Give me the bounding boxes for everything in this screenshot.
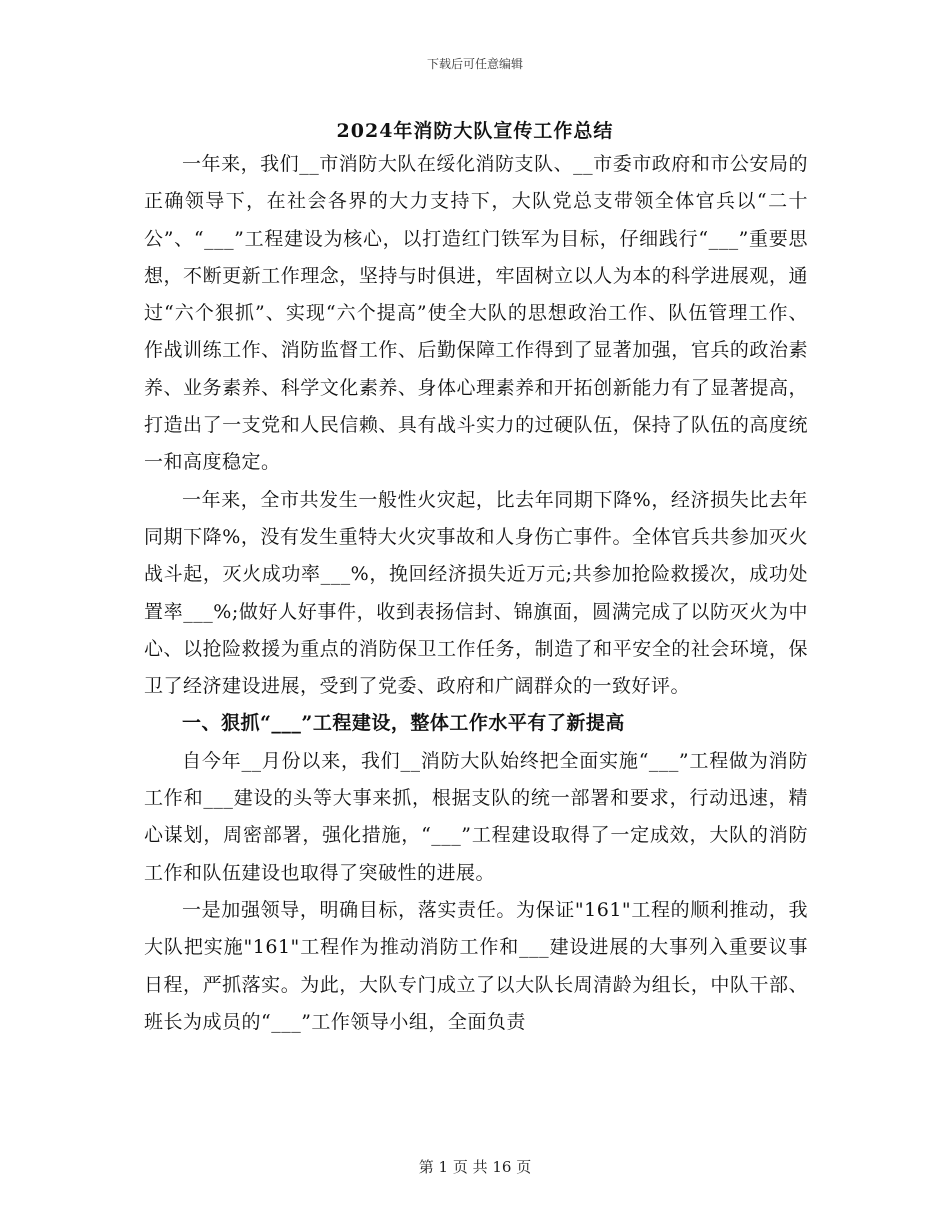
section-heading-1: 一、狠抓“___”工程建设，整体工作水平有了新提高 bbox=[182, 712, 625, 735]
paragraph-section-1-intro: 自今年__月份以来，我们__消防大队始终把全面实施“___”工程做为消防工作和___建设的头等大事来抓，根据支队的统一部署和要求，行动迅速，精心谋划，周密部署，强化措施，“___”工程建设取得了一定成效，大队的消防工作和队伍建设也取得了突破性的进展。 bbox=[144, 749, 808, 884]
header-note: 下载后可任意编辑 bbox=[426, 57, 523, 71]
document-title: 2024年消防大队宣传工作总结 bbox=[336, 120, 614, 142]
document-body bbox=[144, 146, 808, 1041]
paragraph-section-1-point-1: 一是加强领导，明确目标，落实责任。为保证"161"工程的顺利推动，我大队把实施"161"工程作为推动消防工作和___建设进展的大事列入重要议事日程，严抓落实。为此，大队专门成立了以大队长周清龄为组长，中队干部、班长为成员的“___”工作领导小组，全面负责 bbox=[144, 898, 808, 1033]
page-footer: 第 1 页 共 16 页 bbox=[418, 1158, 532, 1176]
paragraph-intro: 一年来，我们__市消防大队在绥化消防支队、__市委市政府和市公安局的正确领导下，在社会各界的大力支持下，大队党总支带领全体官兵以“二十公”、“___”工程建设为核心，以打造红门铁军为目标，仔细践行“___”重要思想，不断更新工作理念，坚持与时俱进，牢固树立以人为本的科学进展观，通过“六个狠抓”、实现“六个提高”使全大队的思想政治工作、队伍管理工作、作战训练工作、消防监督工作、后勤保障工作得到了显著加强，官兵的政治素养、业务素养、科学文化素养、身体心理素养和开拓创新能力有了显著提高，打造出了一支党和人民信赖、具有战斗实力的过硬队伍，保持了队伍的高度统一和高度稳定。 bbox=[144, 153, 808, 474]
paragraph-statistics: 一年来，全市共发生一般性火灾起，比去年同期下降%，经济损失比去年同期下降%，没有发生重特大火灾事故和人身伤亡事件。全体官兵共参加灭火战斗起，灭火成功率___%，挽回经济损失近万元;共参加抢险救援次，成功处置率___%;做好人好事件，收到表扬信封、锦旗面，圆满完成了以防灭火为中心、以抢险救援为重点的消防保卫工作任务，制造了和平安全的社会环境，保卫了经济建设进展，受到了党委、政府和广阔群众的一致好评。 bbox=[144, 488, 808, 698]
